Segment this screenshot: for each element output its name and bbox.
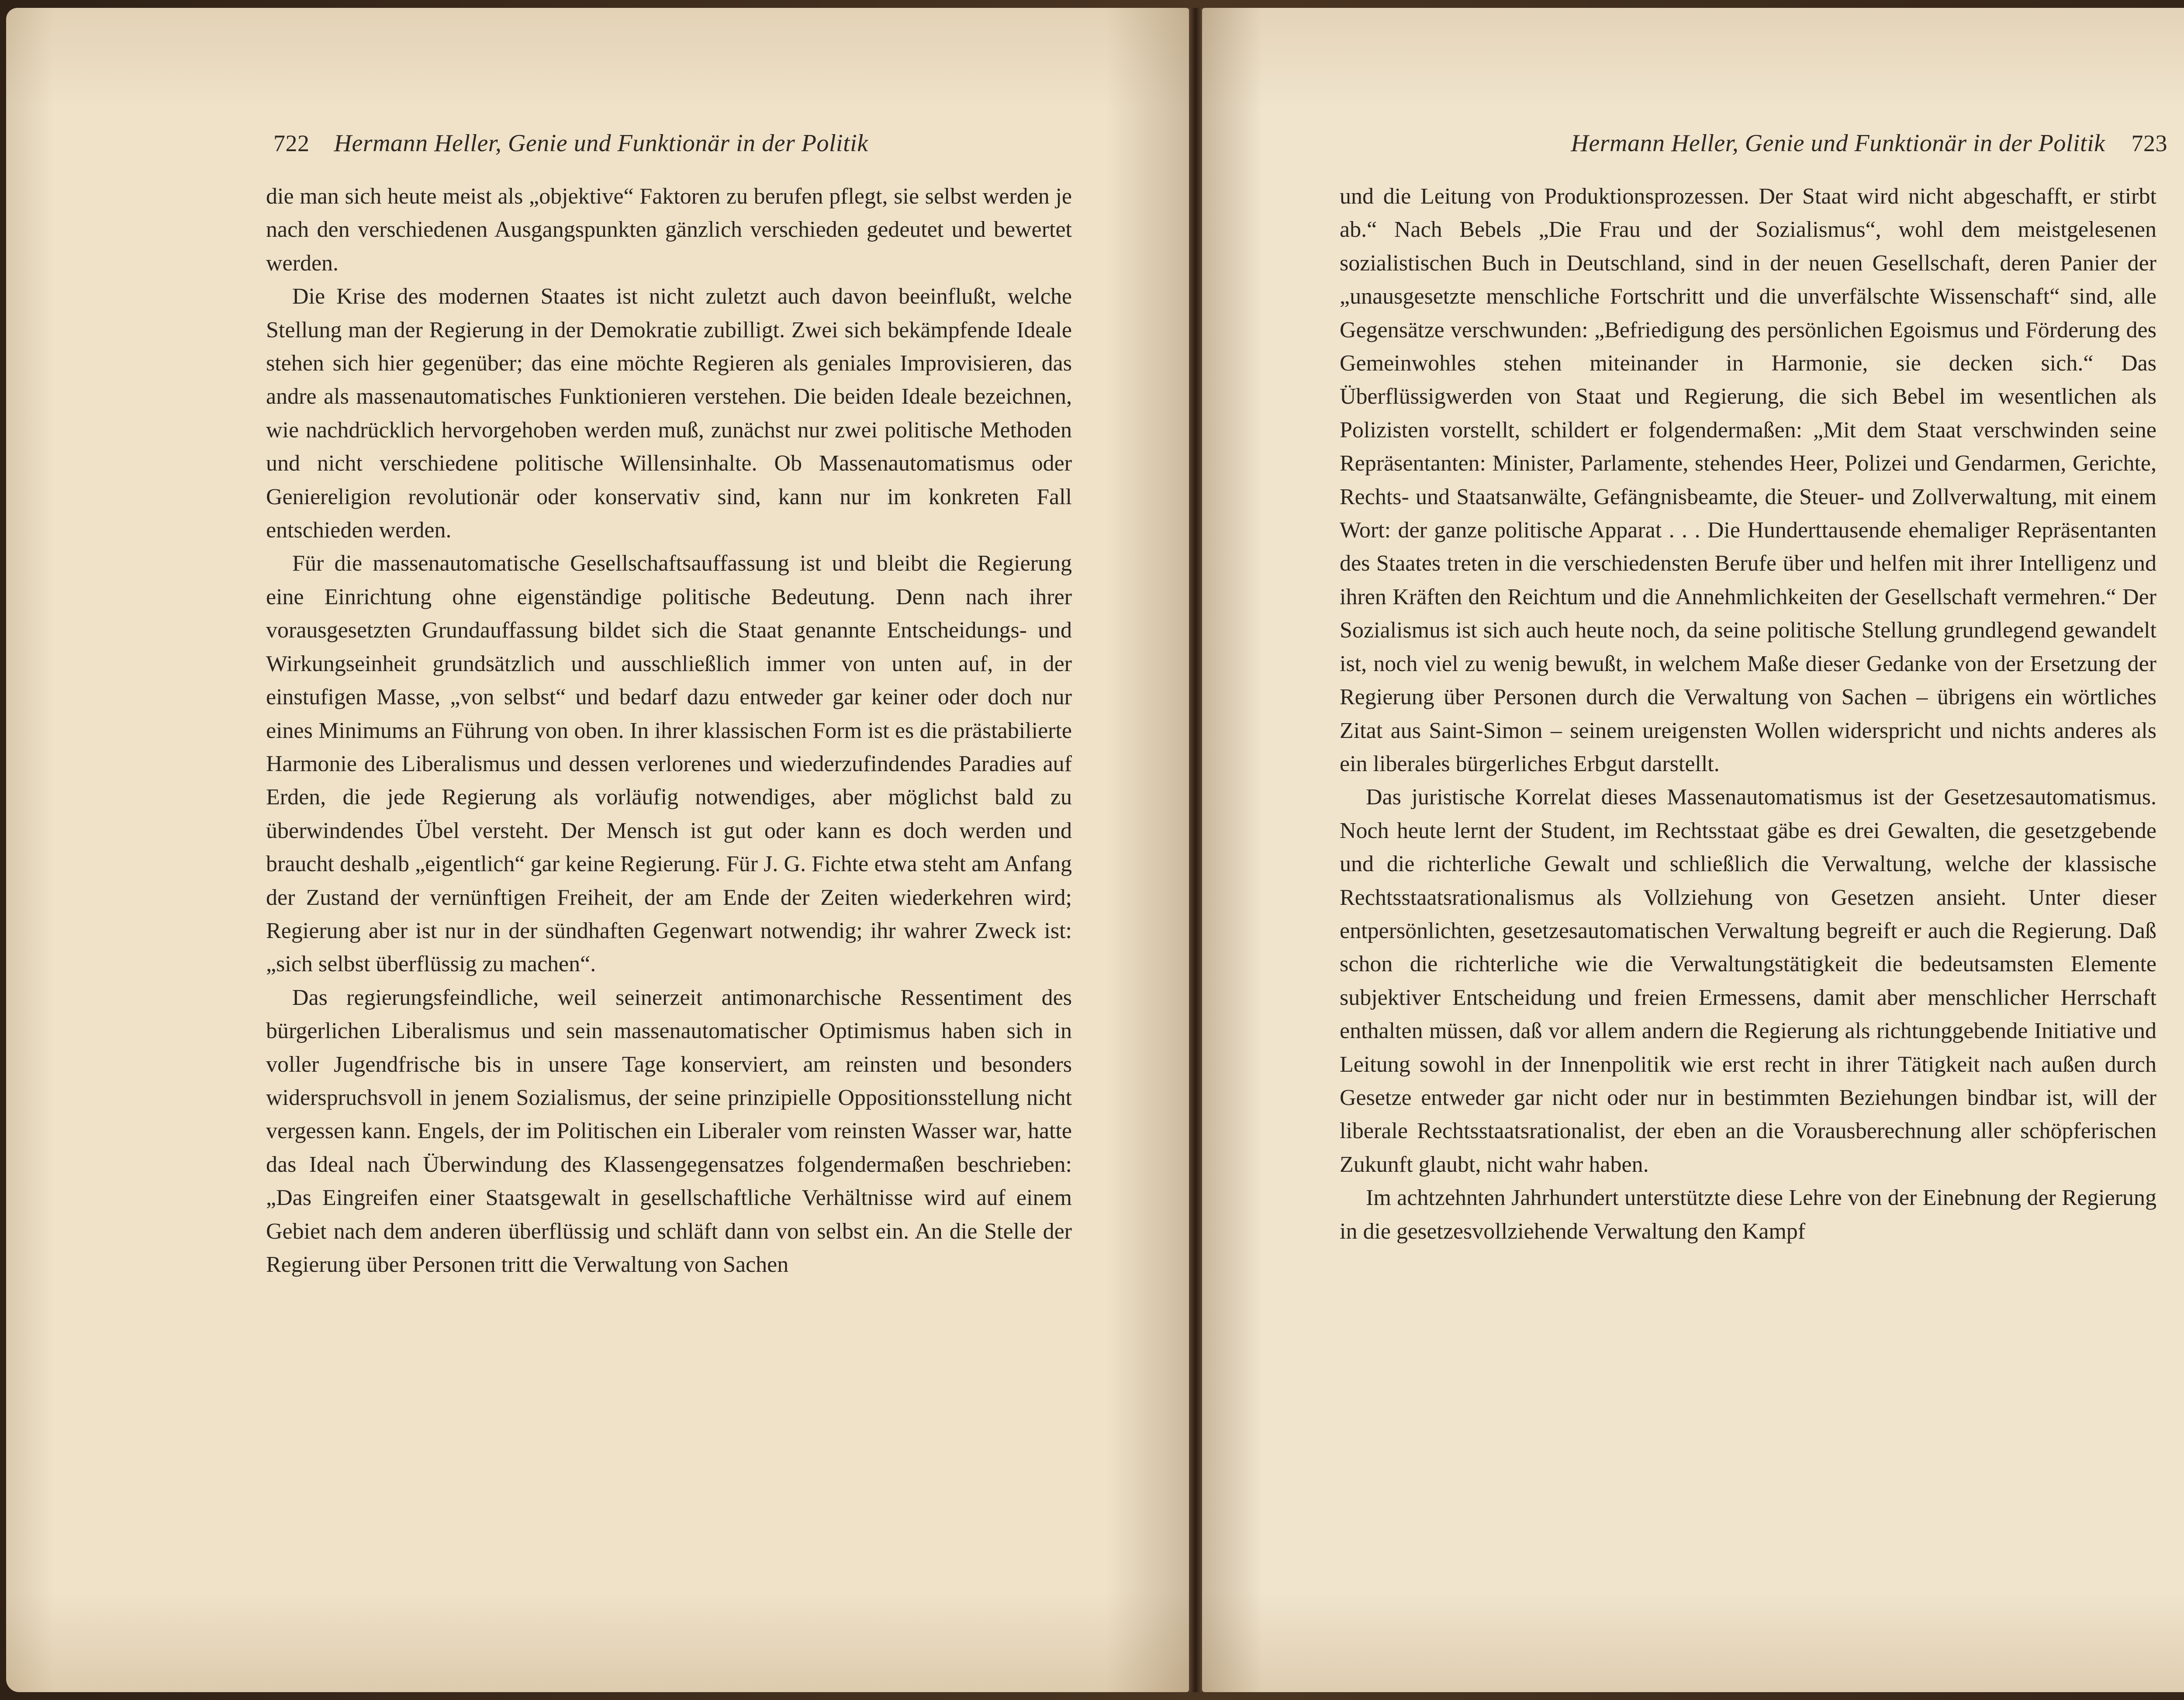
paragraph: die man sich heute meist als „objektive“ Faktoren zu berufen pflegt, sie selbst werden je nach den verschiedenen Ausgangspunkten gänzlich verschieden gedeutet und bewertet werden. (266, 184, 1072, 276)
right-running-head-title: Hermann Heller, Genie und Funktionär in der Politik (1571, 130, 2105, 157)
book-gutter (1189, 8, 1202, 1692)
paragraph: Das regierungsfeindliche, weil seinerzeit antimonarchische Ressentiment des bürgerlichen Liberalismus und sein massenautomatischer Optimismus haben sich in voller Jugendfrische bis in unsere Tage konserviert, am reinsten und besonders widerspruchsvoll in jenem Sozialismus, der seine prinzipielle Oppositionsstellung nicht vergessen kann. Engels, der im Politischen ein Liberaler vom reinsten Wasser war, hatte das Ideal nach Überwindung des Klassengegensatzes folgendermaßen beschrieben: „Das Eingreifen einer Staatsgewalt in gesellschaftliche Verhältnisse wird auf einem Gebiet nach dem anderen überflüssig und schläft dann von selbst ein. An die Stelle der Regierung über Personen tritt die Verwaltung von Sachen (266, 985, 1072, 1277)
paragraph: Das juristische Korrelat dieses Massenautomatismus ist der Gesetzesautomatismus. Noch heute lernt der Student, im Rechtsstaat gäbe es drei Gewalten, die gesetzgebende und die richterliche Gewalt und schließlich die Verwaltung, welche der klassische Rechtsstaatsrationalismus als Vollziehung von Gesetzen ansieht. Unter dieser entpersönlichten, gesetzesautomatischen Verwaltung begreift er auch die Regierung. Daß schon die richterliche wie die Verwaltungstätigkeit die bedeutsamsten Elemente subjektiver Entscheidung und freien Ermessens, damit aber menschlicher Herrschaft enthalten müssen, daß vor allem andern die Regierung als richtunggebende Initiative und Leitung sowohl in der Innenpolitik wie erst recht in ihrer Tätigkeit nach außen durch Gesetze entweder gar nicht oder nur in bestimmten Beziehungen bindbar ist, will der liberale Rechtsstaatsrationalist, der eben an die Vorausberechnung aller schöpferischen Zukunft glaubt, nicht wahr haben. (1340, 785, 2156, 1177)
right-page-number: 723 (2131, 130, 2167, 156)
paragraph: Für die massenautomatische Gesellschaftsauffassung ist und bleibt die Regierung eine Einrichtung ohne eigenständige politische Bedeutung. Denn nach ihrer vorausgesetzten Grundauffassung bildet sich die Staat genannte Entscheidungs- und Wirkungseinheit grundsätzlich und ausschließlich immer von unten auf, in der einstufigen Masse, „von selbst“ und bedarf dazu entweder gar keiner oder doch nur eines Minimums an Führung von oben. In ihrer klassischen Form ist es die prästabilierte Harmonie des Liberalismus und dessen verlorenes und wiederzufindendes Paradies auf Erden, die jede Regierung als vorläufig notwendiges, aber möglichst bald zu überwindendes Übel versteht. Der Mensch ist gut oder kann es doch werden und braucht deshalb „eigentlich“ gar keine Regierung. Für J. G. Fichte etwa steht am Anfang der Zustand der vernünftigen Freiheit, der am Ende der Zeiten wiederkehren wird; Regierung aber ist nur in der sündhaften Gegenwart notwendig; ihr wahrer Zweck ist: „sich selbst überflüssig zu machen“. (266, 551, 1072, 977)
right-running-header (1571, 129, 2167, 157)
left-running-header (273, 129, 868, 157)
left-page (6, 8, 1189, 1692)
left-running-head-title: Hermann Heller, Genie und Funktionär in der Politik (334, 130, 868, 157)
left-body-text (266, 180, 1072, 1281)
left-page-number: 722 (273, 130, 310, 156)
paragraph: Im achtzehnten Jahrhundert unterstützte diese Lehre von der Einebnung der Regierung in die gesetzesvollziehende Verwaltung den Kampf (1340, 1185, 2156, 1244)
right-body-text (1340, 180, 2156, 1248)
paragraph: und die Leitung von Produktionsprozessen. Der Staat wird nicht abgeschafft, er stirbt ab.“ Nach Bebels „Die Frau und der Sozialismus“, wohl dem meistgelesenen sozialistischen Buch in Deutschland, sind in der neuen Gesellschaft, deren Panier der „unausgesetzte menschliche Fortschritt und die unverfälschte Wissenschaft“ sind, alle Gegensätze verschwunden: „Befriedigung des persönlichen Egoismus und Förderung des Gemeinwohles stehen miteinander in Harmonie, sie decken sich.“ Das Überflüssigwerden von Staat und Regierung, die sich Bebel im wesentlichen als Polizisten vorstellt, schildert er folgendermaßen: „Mit dem Staat verschwinden seine Repräsentanten: Minister, Parlamente, stehendes Heer, Polizei und Gendarmen, Gerichte, Rechts- und Staatsanwälte, Gefängnisbeamte, die Steuer- und Zollverwaltung, mit einem Wort: der ganze politische Apparat . . . Die Hunderttausende ehemaliger Repräsentanten des Staates treten in die verschiedensten Berufe über und helfen mit ihrer Intelligenz und ihren Kräften den Reichtum und die Annehmlichkeiten der Gesellschaft vermehren.“ Der Sozialismus ist sich auch heute noch, da seine politische Stellung grundlegend gewandelt ist, noch viel zu wenig bewußt, in welchem Maße dieser Gedanke von der Ersetzung der Regierung über Personen durch die Verwaltung von Sachen – übrigens ein wörtliches Zitat aus Saint-Simon – seinem ureigensten Wollen widerspricht und nichts anderes als ein liberales bürgerliches Erbgut darstellt. (1340, 184, 2156, 776)
right-page (1202, 8, 2184, 1692)
paragraph: Die Krise des modernen Staates ist nicht zuletzt auch davon beeinflußt, welche Stellung man der Regierung in der Demokratie zubilligt. Zwei sich bekämpfende Ideale stehen sich hier gegenüber; das eine möchte Regieren als geniales Improvisieren, das andre als massenautomatisches Funktionieren verstehen. Die beiden Ideale bezeichnen, wie nachdrücklich hervorgehoben werden muß, zunächst nur zwei politische Methoden und nicht verschiedene politische Willensinhalte. Ob Massenautomatismus oder Geniereligion revolutionär oder konservativ sind, kann nur im konkreten Fall entschieden werden. (266, 284, 1072, 543)
